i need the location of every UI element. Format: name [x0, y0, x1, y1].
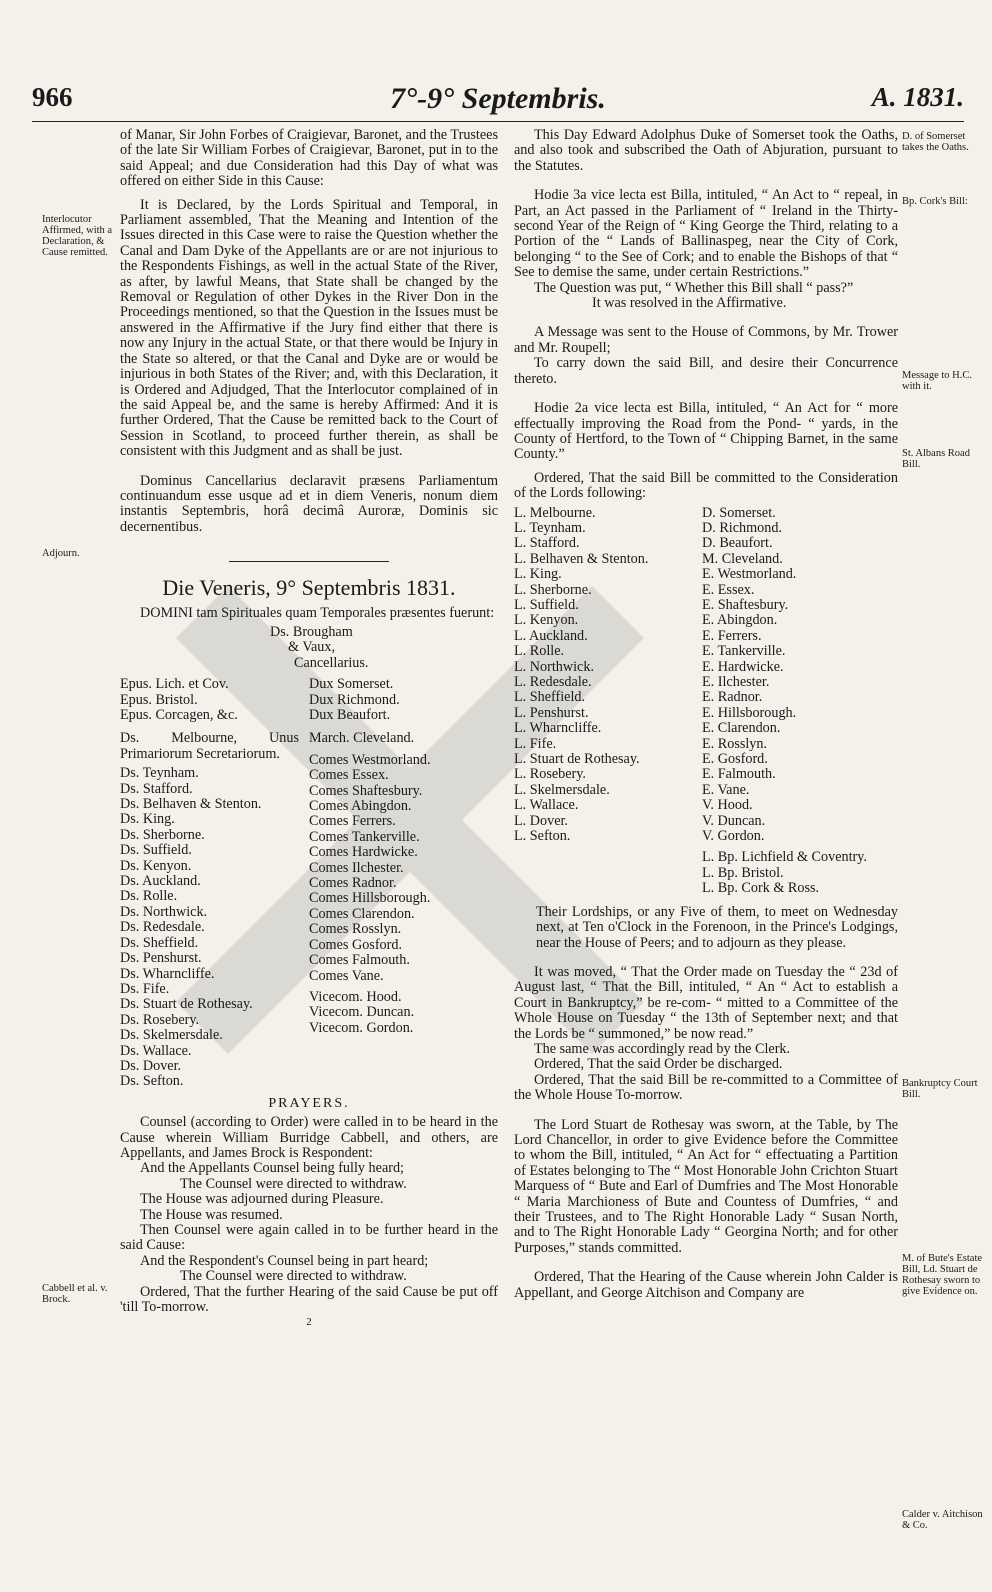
right-paragraph-14: The Lord Stuart de Rothesay was sworn, at the Table, by The Lord Chancellor, in order to give Evidence before the Committee to whom the Bill, intituled, “ An Act for “ effectuating a Partition of Estates belonging to The “ Most Honorable John Crichton Stuart Marquess of “ Bute and Earl of Dumfries and The Most Honorable “ Maria Marchioness of Bute and Countess of Dumfries, “ and their Trustees, and to The Right Honorable Lady “ Susan North, and to The Right Honorable Lady “ Georgina North; and for other Purposes,” stands committed. [514, 1116, 898, 1256]
committee-lord: E. Westmorland. [702, 566, 797, 583]
committee-lord: L. Stuart de Rothesay. [514, 751, 640, 768]
earl: Comes Tankerville. [309, 828, 420, 845]
baron: Ds. Kenyon. [120, 857, 192, 874]
right-paragraph-9: Their Lordships, or any Five of them, to meet on Wednesday next, at Ten o'Clock in the Forenoon, in the Prince's Lodgings, near the House of Peers; and to adjourn as they please. [536, 903, 898, 951]
attendance-column-right [309, 677, 498, 1090]
baron: Ds. Penshurst. [120, 950, 202, 967]
spiritual-lord: Epus. Bristol. [120, 691, 198, 708]
earl: Comes Abingdon. [309, 798, 412, 815]
right-paragraph-6: To carry down the said Bill, and desire their Concurrence thereto. [514, 355, 898, 387]
right-paragraph-1: This Day Edward Adolphus Duke of Somerset took the Oaths, and also took and subscribed the Oath of Abjuration, pursuant to the Statutes. [514, 127, 898, 174]
committee-lord: E. Tankerville. [702, 643, 786, 660]
committee-lord: E. Falmouth. [702, 766, 776, 783]
committee-lord: D. Beaufort. [702, 535, 773, 552]
committee-lord: L. Wharncliffe. [514, 720, 602, 737]
committee-lord: L. King. [514, 566, 562, 583]
committee-bishop: L. Bp. Cork & Ross. [702, 880, 820, 897]
baron: Ds. Sefton. [120, 1073, 184, 1090]
right-paragraph-4: It was resolved in the Affirmative. [592, 295, 787, 312]
baron: Ds. Suffield. [120, 842, 192, 859]
counsel-line: Then Counsel were again called in to be further heard in the said Cause: [120, 1222, 498, 1254]
counsel-proceedings [120, 1115, 498, 1315]
attendance-column-left [120, 677, 309, 1090]
baron: Ds. Northwick. [120, 903, 208, 920]
right-paragraph-2: Hodie 3a vice lecta est Billa, intituled, “ An Act to “ repeal, in Part, an Act passed in the Parliament of “ Ireland in the Thirty-second Year of the Reign of “ King George the Third, relating to a Portion of the “ Lands of Ballinaspeg, near the City of Cork, belonging “ to the See of Cork; and to enable the Bishops of that “ See to demise the same, under certain Restrictions.” [514, 187, 898, 281]
earl: Comes Ferrers. [309, 813, 396, 830]
baron: Ds. Wallace. [120, 1042, 192, 1059]
committee-lord: L. Wallace. [514, 797, 579, 814]
committee-lord: L. Dover. [514, 812, 568, 829]
baron: Ds. Rolle. [120, 888, 178, 905]
committee-lord: L. Belhaven & Stenton. [514, 550, 649, 567]
baron: Ds. King. [120, 811, 175, 828]
viscount: Vicecom. Hood. [309, 988, 402, 1005]
committee-lord: E. Clarendon. [702, 720, 781, 737]
right-paragraph-11: The same was accordingly read by the Clerk. [534, 1040, 791, 1057]
running-header [32, 82, 964, 122]
margin-note-bankruptcy: Bankruptcy Court Bill. [902, 1078, 978, 1100]
committee-column-right [702, 506, 898, 897]
committee-lord: L. Stafford. [514, 535, 580, 552]
page-year: A. 1831. [871, 82, 964, 112]
right-paragraph-7: Hodie 2a vice lecta est Billa, intituled, “ An Act for “ more effectually improving the Road from the Pond- “ yards, in the County of Hertford, to the Town of “ Chipping Barnet, in the same County.” [514, 400, 898, 463]
right-paragraph-3: The Question was put, “ Whether this Bill shall “ pass?” [534, 279, 854, 296]
baron: Ds. Stafford. [120, 780, 193, 797]
duke: Dux Richmond. [309, 691, 400, 708]
right-paragraph-15: Ordered, That the Hearing of the Cause wherein John Calder is Appellant, and George Aitchison and Company are [514, 1269, 898, 1301]
committee-lord: L. Melbourne. [514, 504, 596, 521]
melbourne-line: Ds. Melbourne, Unus Primariorum Secretariorum. [120, 730, 299, 762]
counsel-line: And the Respondent's Counsel being in part heard; [140, 1252, 429, 1269]
domini-line: DOMINI tam Spirituales quam Temporales præsentes fuerunt: [140, 604, 495, 621]
earl: Comes Shaftesbury. [309, 782, 423, 799]
committee-lord: L. Fife. [514, 735, 557, 752]
committee-lord: E. Hillsborough. [702, 704, 797, 721]
left-paragraph-3: Dominus Cancellarius declaravit præsens Parliamentum continuandum esse usque ad et in diem Veneris, nonum diem instantis Septembris, horâ decimâ Auroræ, Dominis sic decernentibus. [120, 472, 498, 535]
baron: Ds. Wharncliffe. [120, 965, 215, 982]
chancellor-line: Cancellarius. [294, 654, 369, 671]
vicecom-list [309, 990, 498, 1036]
margin-note-adjourn: Adjourn. [42, 548, 80, 559]
earl: Comes Hillsborough. [309, 890, 431, 907]
section-divider [229, 561, 389, 562]
counsel-line: And the Appellants Counsel being fully heard; [140, 1160, 404, 1177]
baron: Ds. Teynham. [120, 765, 199, 782]
earl: Comes Ilchester. [309, 859, 404, 876]
earl: Comes Clarendon. [309, 905, 415, 922]
baron: Ds. Auckland. [120, 873, 201, 890]
right-paragraph-10: It was moved, “ That the Order made on Tuesday the “ 23d of August last, “ That the Bill, intituled, “ An “ Act to establish a Court in Bankruptcy,” be re-com- “ mitted to a Committee of the Whole House on Tuesday “ the 13th of September next; and that the Lords be “ summoned,” be now read.” [514, 963, 898, 1042]
baron: Ds. Fife. [120, 980, 170, 997]
margin-note-cork: Bp. Cork's Bill: [902, 196, 968, 207]
earl: Comes Radnor. [309, 875, 397, 892]
baron: Ds. Sherborne. [120, 826, 205, 843]
committee-lord: V. Duncan. [702, 812, 766, 829]
viscount: Vicecom. Gordon. [309, 1019, 414, 1036]
counsel-line: Counsel (according to Order) were called in to be heard in the Cause wherein William Burridge Cabbell, and others, are Appellants, and James Brock is Respondent: [120, 1114, 498, 1161]
chancellor-block [270, 625, 498, 671]
committee-lord: E. Hardwicke. [702, 658, 784, 675]
earl: Comes Falmouth. [309, 952, 410, 969]
committee-lord: L. Sherborne. [514, 581, 592, 598]
spiritual-lord: Epus. Lich. et Cov. [120, 676, 229, 693]
earl: Comes Westmorland. [309, 751, 431, 768]
chancellor-line: & Vaux, [288, 639, 336, 656]
duke: Dux Beaufort. [309, 707, 391, 723]
earl: Comes Essex. [309, 767, 389, 784]
right-column [514, 128, 898, 1301]
duke: Dux Somerset. [309, 676, 394, 693]
signature-mark: 2 [306, 1316, 312, 1329]
right-paragraph-13: Ordered, That the said Bill be re-committed to a Committee of the Whole House To-morrow. [514, 1071, 898, 1104]
barons-list [120, 766, 309, 1090]
attendance-list [120, 677, 498, 1090]
margin-note-cabbell: Cabbell et al. v. Brock. [42, 1283, 108, 1305]
committee-lord: E. Vane. [702, 781, 750, 798]
counsel-line: The Counsel were directed to withdraw. [180, 1175, 407, 1192]
viscount: Vicecom. Duncan. [309, 1004, 415, 1021]
margin-note-stalbans: St. Albans Road Bill. [902, 448, 970, 470]
committee-lord: L. Auckland. [514, 627, 588, 644]
right-paragraph-8: Ordered, That the said Bill be committed to the Consideration of the Lords following: [514, 469, 898, 502]
chancellor-line: Ds. Brougham [270, 623, 353, 640]
committee-lord: E. Shaftesbury. [702, 596, 789, 613]
earl: Comes Vane. [309, 967, 384, 984]
left-paragraph-2: It is Declared, by the Lords Spiritual and Temporal, in Parliament assembled, That the Meaning and Intention of the Issues directed in this Case were to raise the Question whether the Canal and Dam Dyke of the Appellants are or are not injurious to the Respondents Fishings, as well in the actual State of the River, as after, by lawful Means, that State shall be changed by the Removal or Regulation of other Dykes in the River Don in the Proceedings mentioned, so that the Question in the Issues must be answered in the Affirmative if the Jury find either that there is now any Injury in the actual State, or that there would be Injury in the State so altered, or that the Canal and Dyke are or would be injurious in both States of the River; and, with this Declaration, it is Ordered and Adjudged, That the Interlocutor complained of in the said Appeal be, and the same is hereby Affirmed: And it is further Ordered, That the Cause be remitted back to the Court of Session in Scotland, to proceed further therein, as shall be consistent with this Judgment and as shall be just. [120, 196, 498, 460]
margin-note-somerset: D. of Somerset takes the Oaths. [902, 131, 969, 153]
committee-lord: L. Northwick. [514, 658, 594, 675]
committee-lord: L. Rolle. [514, 643, 565, 660]
committee-lord: L. Sheffield. [514, 689, 586, 706]
committee-lord: V. Hood. [702, 797, 753, 814]
committee-lord: L. Teynham. [514, 519, 586, 536]
committee-lord: E. Ferrers. [702, 627, 762, 644]
baron: Ds. Rosebery. [120, 1011, 200, 1028]
spiritual-lord: Epus. Corcagen, &c. [120, 707, 238, 723]
baron: Ds. Sheffield. [120, 934, 199, 951]
baron: Ds. Stuart de Rothesay. [120, 996, 253, 1013]
page-number: 966 [32, 82, 73, 112]
left-paragraph-1: of Manar, Sir John Forbes of Craigievar, Baronet, and the Trustees of the late Sir William Forbes of Craigievar, Baronet, put in to the said Appeal; and due Consideration had this Day of what was offered on either Side in this Cause: [120, 127, 498, 190]
committee-list [514, 506, 898, 897]
baron: Ds. Redesdale. [120, 919, 205, 936]
margin-note-interlocutor: Interlocutor Affirmed, with a Declaration, & Cause remitted. [42, 214, 113, 258]
counsel-line: Ordered, That the further Hearing of the said Cause be put off 'till To-morrow. [120, 1283, 498, 1316]
committee-lord: L. Rosebery. [514, 766, 586, 783]
margin-note-bute: M. of Bute's Estate Bill, Ld. Stuart de Rothesay sworn to give Evidence on. [902, 1253, 983, 1297]
committee-bishop: L. Bp. Bristol. [702, 864, 784, 881]
committee-lord: L. Skelmersdale. [514, 781, 610, 798]
earl: Comes Hardwicke. [309, 844, 418, 861]
committee-lord: V. Gordon. [702, 828, 765, 845]
committee-lord: L. Redesdale. [514, 674, 592, 690]
counsel-line: The House was adjourned during Pleasure. [140, 1191, 384, 1208]
committee-lord: E. Rosslyn. [702, 735, 768, 752]
header-rule [32, 121, 964, 122]
committee-lord: E. Gosford. [702, 751, 768, 768]
committee-lord: E. Abingdon. [702, 612, 778, 629]
committee-lord: M. Cleveland. [702, 550, 783, 567]
committee-lord: L. Sefton. [514, 828, 571, 845]
baron: Ds. Belhaven & Stenton. [120, 796, 262, 813]
left-column [120, 128, 498, 1331]
committee-lord: E. Ilchester. [702, 674, 770, 690]
page-title: 7°-9° Septembris. [390, 82, 606, 115]
prayers-heading: PRAYERS. [268, 1095, 350, 1111]
committee-lord: E. Essex. [702, 581, 755, 598]
right-paragraph-5: A Message was sent to the House of Commons, by Mr. Trower and Mr. Roupell; [514, 324, 898, 356]
committee-lord: D. Richmond. [702, 519, 782, 536]
day-heading: Die Veneris, 9° Septembris 1831. [162, 575, 456, 601]
counsel-line: The House was resumed. [140, 1206, 283, 1223]
earl: Comes Rosslyn. [309, 921, 402, 938]
marquess: March. Cleveland. [309, 730, 415, 747]
margin-note-message: Message to H.C. with it. [902, 370, 972, 392]
committee-lord: L. Suffield. [514, 596, 579, 613]
right-paragraph-12: Ordered, That the said Order be discharged. [534, 1056, 783, 1073]
earl: Comes Gosford. [309, 936, 403, 953]
committee-lord: L. Penshurst. [514, 704, 589, 721]
margin-note-calder: Calder v. Aitchison & Co. [902, 1509, 983, 1531]
committee-lord: L. Kenyon. [514, 612, 579, 629]
committee-lord: D. Somerset. [702, 504, 776, 521]
counsel-line: The Counsel were directed to withdraw. [180, 1268, 407, 1285]
committee-bishop: L. Bp. Lichfield & Coventry. [702, 849, 867, 866]
baron: Ds. Skelmersdale. [120, 1027, 223, 1044]
committee-column-left [514, 506, 702, 897]
committee-lord: E. Radnor. [702, 689, 763, 706]
baron: Ds. Dover. [120, 1057, 182, 1074]
comites-list [309, 753, 498, 984]
